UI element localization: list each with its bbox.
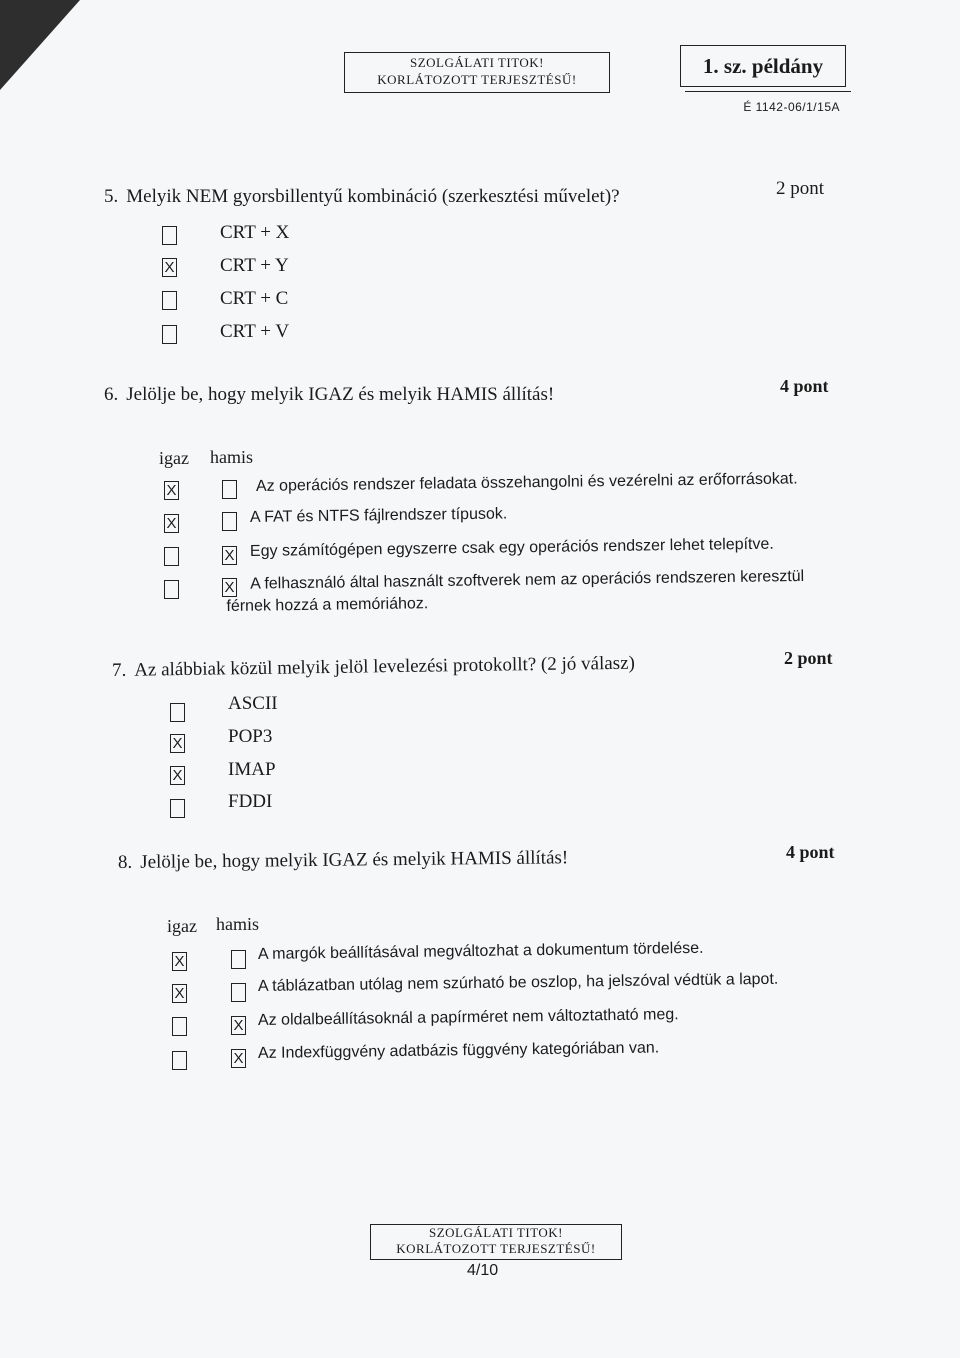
q5-option-label: CRT + Y bbox=[220, 255, 289, 276]
q7-option-checkbox[interactable] bbox=[170, 799, 185, 818]
q6-statement: A felhasználó által használt szoftverek nem az operációs rendszeren keresztül férnek hozzá a memóriához. bbox=[226, 567, 805, 615]
q5-option-checkbox[interactable] bbox=[162, 325, 177, 344]
classification-line1: SZOLGÁLATI TITOK! bbox=[428, 1225, 564, 1240]
q8-statement: A margók beállításával megváltozhat a dokumentum tördelése. bbox=[257, 939, 704, 963]
question-number: 8. bbox=[117, 851, 133, 873]
q6-statement: Az operációs rendszer feladata összehangolni és vezérelni az erőforrásokat. bbox=[255, 470, 798, 495]
q7-option-label: ASCII bbox=[228, 693, 278, 714]
column-header-true: igaz bbox=[167, 916, 197, 936]
q5-option-checkbox[interactable] bbox=[162, 291, 177, 310]
document-number: É 1142-06/1/15A bbox=[743, 100, 840, 114]
question-8-points: 4 pont bbox=[786, 842, 835, 862]
q7-option-checkbox[interactable]: X bbox=[170, 734, 185, 753]
q6-statement: Egy számítógépen egyszerre csak egy operációs rendszer lehet telepítve. bbox=[249, 535, 774, 560]
question-5 bbox=[104, 186, 620, 208]
q7-option-checkbox[interactable]: X bbox=[170, 766, 185, 785]
classification-line2: KORLÁTOZOTT TERJESZTÉSŰ! bbox=[377, 72, 577, 87]
q5-option-checkbox[interactable] bbox=[162, 226, 177, 245]
q6-true-checkbox[interactable]: X bbox=[164, 514, 179, 533]
question-text: Jelölje be, hogy melyik IGAZ és melyik HAMIS állítás! bbox=[126, 384, 555, 405]
q6-statement: A FAT és NTFS fájlrendszer típusok. bbox=[249, 505, 508, 526]
q5-option-label: CRT + V bbox=[220, 321, 290, 342]
scan-corner-shadow bbox=[0, 0, 80, 90]
question-7-points: 2 pont bbox=[784, 648, 833, 668]
question-text: Az alábbiak közül melyik jelöl levelezési protokollt? (2 jó válasz) bbox=[134, 652, 636, 681]
q6-true-checkbox[interactable] bbox=[164, 547, 179, 566]
q6-false-checkbox[interactable]: X bbox=[222, 546, 237, 565]
classification-box-bottom bbox=[370, 1224, 622, 1260]
classification-line1: SZOLGÁLATI TITOK! bbox=[409, 55, 545, 70]
q6-true-checkbox[interactable] bbox=[164, 580, 179, 599]
question-7 bbox=[112, 653, 635, 682]
question-number: 5. bbox=[104, 186, 119, 207]
q7-option-label: IMAP bbox=[228, 759, 276, 780]
column-header-false: hamis bbox=[210, 447, 253, 467]
q8-statement: Az oldalbeállításoknál a papírméret nem változtatható meg. bbox=[257, 1006, 679, 1029]
q6-false-checkbox[interactable] bbox=[222, 512, 237, 531]
question-number: 6. bbox=[104, 384, 119, 405]
q8-statement: A táblázatban utólag nem szúrható be oszlop, ha jelszóval védtük a lapot. bbox=[257, 970, 779, 995]
column-header-false: hamis bbox=[216, 914, 259, 934]
copy-label: 1. sz. példány bbox=[702, 54, 824, 78]
page-number: 4/10 bbox=[467, 1262, 499, 1279]
column-header-true: igaz bbox=[159, 448, 189, 468]
question-6-points: 4 pont bbox=[780, 376, 829, 396]
q8-true-checkbox[interactable]: X bbox=[172, 984, 187, 1003]
q8-false-checkbox[interactable] bbox=[231, 983, 246, 1002]
q8-false-checkbox[interactable]: X bbox=[231, 1016, 246, 1035]
q8-false-checkbox[interactable] bbox=[231, 950, 246, 969]
q8-false-checkbox[interactable]: X bbox=[231, 1049, 246, 1068]
classification-line2: KORLÁTOZOTT TERJESZTÉSŰ! bbox=[396, 1241, 596, 1256]
question-8 bbox=[118, 847, 568, 874]
q6-false-checkbox[interactable]: X bbox=[222, 578, 237, 597]
classification-box-top bbox=[344, 52, 610, 93]
question-6 bbox=[104, 384, 554, 406]
q5-option-label: CRT + X bbox=[220, 222, 290, 243]
copy-number-box bbox=[680, 45, 846, 87]
q7-option-label: FDDI bbox=[228, 791, 273, 812]
q8-true-checkbox[interactable] bbox=[172, 1051, 187, 1070]
q6-false-checkbox[interactable] bbox=[222, 480, 237, 499]
q5-option-label: CRT + C bbox=[220, 288, 289, 309]
q7-option-label: POP3 bbox=[228, 726, 273, 747]
question-number: 7. bbox=[111, 659, 127, 681]
q8-statement: Az Indexfüggvény adatbázis függvény kategóriában van. bbox=[257, 1039, 660, 1062]
q6-true-checkbox[interactable]: X bbox=[164, 481, 179, 500]
question-text: Melyik NEM gyorsbillentyű kombináció (szerkesztési művelet)? bbox=[126, 186, 620, 207]
question-text: Jelölje be, hogy melyik IGAZ és melyik HAMIS állítás! bbox=[140, 847, 569, 873]
question-5-points: 2 pont bbox=[776, 178, 825, 199]
q8-true-checkbox[interactable] bbox=[172, 1017, 187, 1036]
q7-option-checkbox[interactable] bbox=[170, 703, 185, 722]
q5-option-checkbox[interactable]: X bbox=[162, 258, 177, 277]
q8-true-checkbox[interactable]: X bbox=[172, 952, 187, 971]
